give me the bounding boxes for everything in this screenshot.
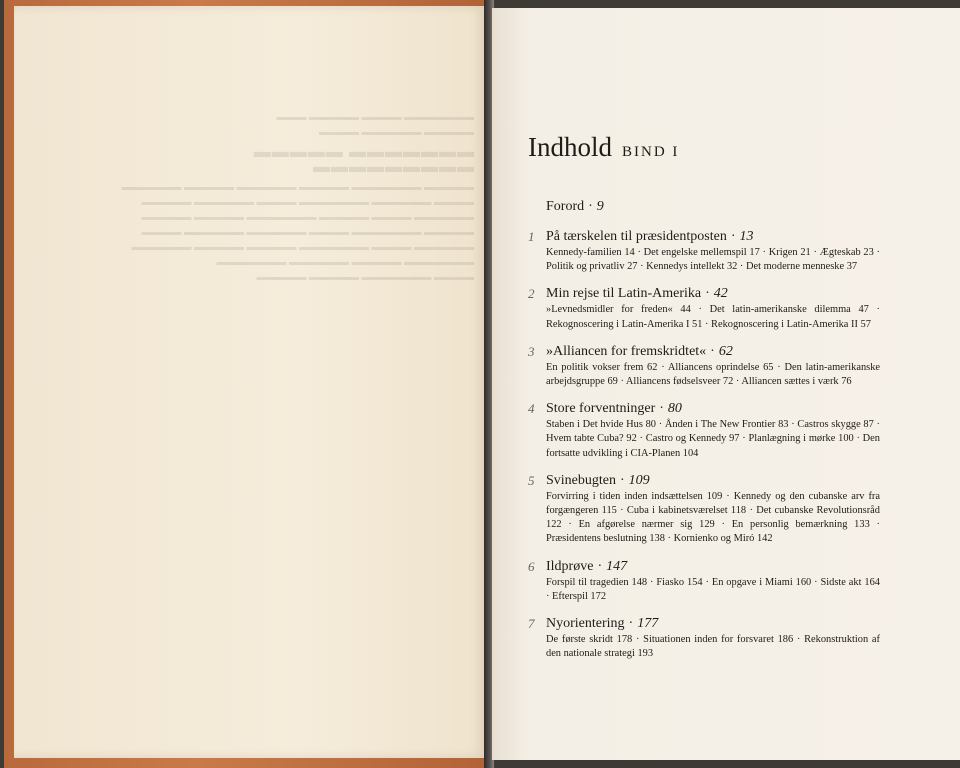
chapter-subsections: Forvirring i tiden inden indsættelsen 109 · Kennedy og den cubanske arv fra forgængeren 115 · Cuba i kabinetsværelset 118 · Det cubanske Revolutionsråd 122 · En afgørelse nærmer sig 129 · En personlig bemærkning 133 · Præsidentens beslutning 138 · Kornienko og Miró 142	[546, 490, 880, 545]
chapter-number: 5	[528, 472, 535, 488]
chapter-title: Min rejse til Latin-Amerika	[546, 286, 702, 302]
chapter-page: 62	[718, 343, 733, 359]
toc-chapter-6	[528, 557, 880, 604]
chapter-subsections: Forspil til tragedien 148 · Fiasko 154 · En opgave i Miami 160 · Sidste akt 164 · Efterspil 172	[546, 576, 880, 602]
foreword-label: Forord	[546, 199, 585, 214]
separator-dot: ·	[659, 401, 664, 417]
toc-subtitle: BIND I	[622, 144, 680, 160]
separator-dot: ·	[628, 616, 634, 632]
chapter-subsections: »Levnedsmidler for freden« 44 · Det latin-amerikanske dilemma 47 · Rekognoscering i Latin-Amerika I 51 · Rekognoscering i Latin-Amerika II 57	[546, 304, 880, 330]
chapter-page: 109	[628, 472, 650, 488]
chapter-number: 3	[528, 343, 535, 359]
chapter-title: Svinebugten	[546, 472, 616, 488]
foreword-page: 9	[596, 199, 604, 214]
chapter-page: 177	[637, 616, 659, 632]
chapter-page: 13	[739, 229, 754, 244]
separator-dot: ·	[730, 229, 736, 244]
toc-heading	[528, 130, 880, 169]
separator-dot: ·	[620, 472, 625, 488]
chapter-page: 80	[667, 401, 682, 417]
chapter-subsections: De første skridt 178 · Situationen inden for forsvaret 186 · Rekonstruktion af den nationale strategi 193	[546, 634, 880, 660]
chapter-title: Ildprøve	[546, 558, 594, 574]
chapter-subsections: Staben i Det hvide Hus 80 · Ånden i The New Frontier 83 · Castros skygge 87 · Hvem tabte Cuba? 92 · Castro og Kennedy 97 · Planlægning i mørke 100 · Den fortsatte udvikling i CIA-Planen 104	[546, 419, 880, 459]
toc-chapter-1	[528, 227, 880, 274]
left-page	[14, 6, 486, 758]
chapter-page: 147	[606, 558, 628, 574]
chapter-number: 2	[528, 286, 535, 302]
toc-chapter-3	[528, 342, 880, 389]
chapter-page: 42	[713, 286, 728, 302]
chapter-subsections: Kennedy-familien 14 · Det engelske mellemspil 17 · Krigen 21 · Ægteskab 23 · Politik og privatliv 27 · Kennedys intellekt 32 · Det moderne menneske 37	[546, 247, 880, 273]
toc-chapter-7	[528, 614, 880, 661]
toc-foreword	[546, 197, 880, 217]
chapter-number: 7	[528, 616, 535, 632]
separator-dot: ·	[710, 343, 715, 359]
chapter-title: Store forventninger	[546, 401, 656, 417]
table-of-contents	[528, 130, 880, 661]
toc-title: Indhold	[528, 132, 612, 162]
chapter-number: 6	[528, 558, 535, 574]
separator-dot: ·	[705, 286, 710, 302]
toc-chapter-4	[528, 399, 880, 461]
chapter-title: Nyorientering	[546, 616, 625, 632]
toc-chapter-2	[528, 284, 880, 331]
chapter-title: På tærskelen til præsidentposten	[546, 229, 727, 244]
toc-chapter-5	[528, 471, 880, 547]
chapter-title: »Alliancen for fremskridtet«	[546, 343, 707, 359]
chapter-subsections: En politik vokser frem 62 · Alliancens oprindelse 65 · Den latin-amerikanske arbejdsgruppe 69 · Alliancens fødselsveer 72 · Alliancen sættes i værk 76	[546, 361, 880, 388]
chapter-number: 4	[528, 401, 535, 417]
chapter-number: 1	[528, 229, 535, 244]
separator-dot: ·	[597, 558, 603, 574]
separator-dot: ·	[588, 199, 593, 214]
show-through-text: ▬▬▬▬▬▬▬ ▬▬▬▬ ▬▬▬▬▬ ▬▬▬ ▬▬▬▬▬ ▬▬▬▬▬▬ ▬▬▬▬ ▬▬▬▬▬▬▬ ▬▬▬▬▬ ▬▬▬▬▬▬▬▬▬ ▬▬▬▬▬ ▬▬▬▬▬▬▬ ▬▬▬▬▬ ▬▬▬▬▬▬ ▬▬▬▬▬ ▬▬▬▬▬▬ ▬▬▬▬ ▬▬▬▬▬▬ ▬▬▬▬▬▬▬ ▬▬▬▬ ▬▬▬▬▬▬ ▬▬▬▬▬ ▬▬▬▬▬▬ ▬▬▬▬ ▬▬▬▬▬ ▬▬▬▬▬▬▬ ▬▬▬▬▬ ▬▬▬▬▬ ▬▬▬▬▬ ▬▬▬▬▬▬▬ ▬▬▬▬ ▬▬▬▬▬▬ ▬▬▬▬▬▬ ▬▬▬▬ ▬▬▬▬▬▬ ▬▬▬▬ ▬▬▬▬▬▬▬ ▬▬▬▬▬ ▬▬▬▬▬ ▬▬▬▬▬▬ ▬▬▬▬▬▬▬ ▬▬▬▬▬ ▬▬▬▬▬▬ ▬▬▬▬▬▬▬ ▬▬▬▬ ▬▬▬▬▬▬▬ ▬▬▬▬▬ ▬▬▬▬▬	[121, 112, 474, 283]
